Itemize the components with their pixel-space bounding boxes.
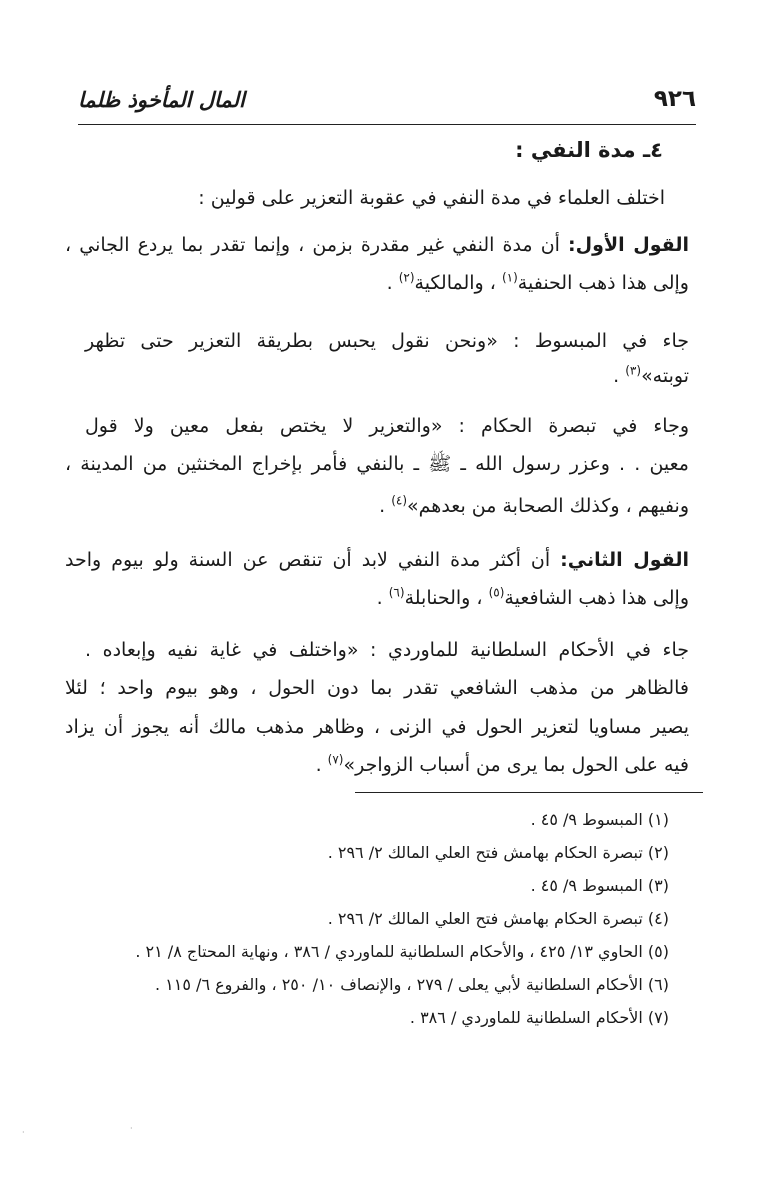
opinion-label: القول الثاني: xyxy=(560,549,690,571)
page-header xyxy=(78,84,696,124)
footnote: (٢) تبصرة الحكام بهامش فتح العلي المالك ٢/ ٢٩٦ . xyxy=(327,843,669,862)
footnote-ref[interactable]: (٥) xyxy=(488,585,505,600)
body-line: القول الثاني: أن أكثر مدة النفي لابد أن تنقص عن السنة ولو بيوم واحد xyxy=(65,549,690,571)
body-line: اختلف العلماء في مدة النفي في عقوبة التعزير على قولين : xyxy=(198,187,665,209)
body-line: القول الأول: أن مدة النفي غير مقدرة بزمن ، وإنما تقدر بما يردع الجاني ، xyxy=(65,234,689,256)
opinion-label: القول الأول: xyxy=(568,234,689,256)
body-line: فيه على الحول بما يرى من أسباب الزواجر»$^{(٧)}$ . xyxy=(315,752,689,776)
footnote: (٥) الحاوي ١٣/ ٤٢٥ ، والأحكام السلطانية للماوردي / ٣٨٦ ، ونهاية المحتاج ٨/ ٢١ . xyxy=(135,942,669,961)
body-line: وإلى هذا ذهب الحنفية$^{(١)}$ ، والمالكية$^{(٢)}$ . xyxy=(386,270,689,294)
footnote: (٧) الأحكام السلطانية للماوردي / ٣٨٦ . xyxy=(409,1008,669,1027)
body-line: معين . . وعزر رسول الله ـ ﷺ ـ بالنفي فأمر بإخراج المخنثين من المدينة ، xyxy=(65,453,689,475)
body-line: فالظاهر من مذهب الشافعي تقدر بما دون الحول ، وهو بيوم واحد ؛ لئلا xyxy=(65,677,689,699)
footnote-ref[interactable]: (٢) xyxy=(398,270,415,285)
footnote-ref[interactable]: (٦) xyxy=(388,585,405,600)
body-line: ونفيهم ، وكذلك الصحابة من بعدهم»$^{(٤)}$ . xyxy=(379,493,689,517)
running-title: المال المأخوذ ظلما xyxy=(78,88,245,112)
footnote: (١) المبسوط ٩/ ٤٥ . xyxy=(530,810,669,829)
body-line: جاء في المبسوط : «ونحن نقول يحبس بطريقة التعزير حتى تظهر xyxy=(85,330,689,352)
footnote: (٤) تبصرة الحكام بهامش فتح العلي المالك ٢/ ٢٩٦ . xyxy=(327,909,669,928)
footnote: (٦) الأحكام السلطانية لأبي يعلى / ٢٧٩ ، والإنصاف ١٠/ ٢٥٠ ، والفروع ٦/ ١١٥ . xyxy=(155,975,669,994)
body-line: وإلى هذا ذهب الشافعية$^{(٥)}$ ، والحنابلة$^{(٦)}$ . xyxy=(376,585,689,609)
section-heading: ٤ـ مدة النفي : xyxy=(515,138,663,162)
header-rule xyxy=(78,124,696,125)
scan-speck: · xyxy=(22,1128,25,1137)
footnote-ref[interactable]: (٣) xyxy=(625,363,642,378)
body-line: يصير مساويا لتعزير الحول في الزنى ، وظاهر مذهب مالك أنه يجوز أن يزاد xyxy=(65,716,689,738)
footnote-ref[interactable]: (٤) xyxy=(391,493,408,508)
footnote-ref[interactable]: (٧) xyxy=(327,752,344,767)
scan-speck: · xyxy=(130,1124,133,1133)
footnote: (٣) المبسوط ٩/ ٤٥ . xyxy=(530,876,669,895)
page-number: ٩٢٦ xyxy=(653,86,696,112)
footnote-ref[interactable]: (١) xyxy=(501,270,518,285)
body-line: وجاء في تبصرة الحكام : «والتعزير لا يختص بفعل معين ولا قول xyxy=(85,415,689,437)
footnote-rule xyxy=(355,792,703,793)
body-line: جاء في الأحكام السلطانية للماوردي : «واختلف في غاية نفيه وإبعاده . xyxy=(85,639,689,661)
body-line: توبته»$^{(٣)}$ . xyxy=(613,363,689,387)
